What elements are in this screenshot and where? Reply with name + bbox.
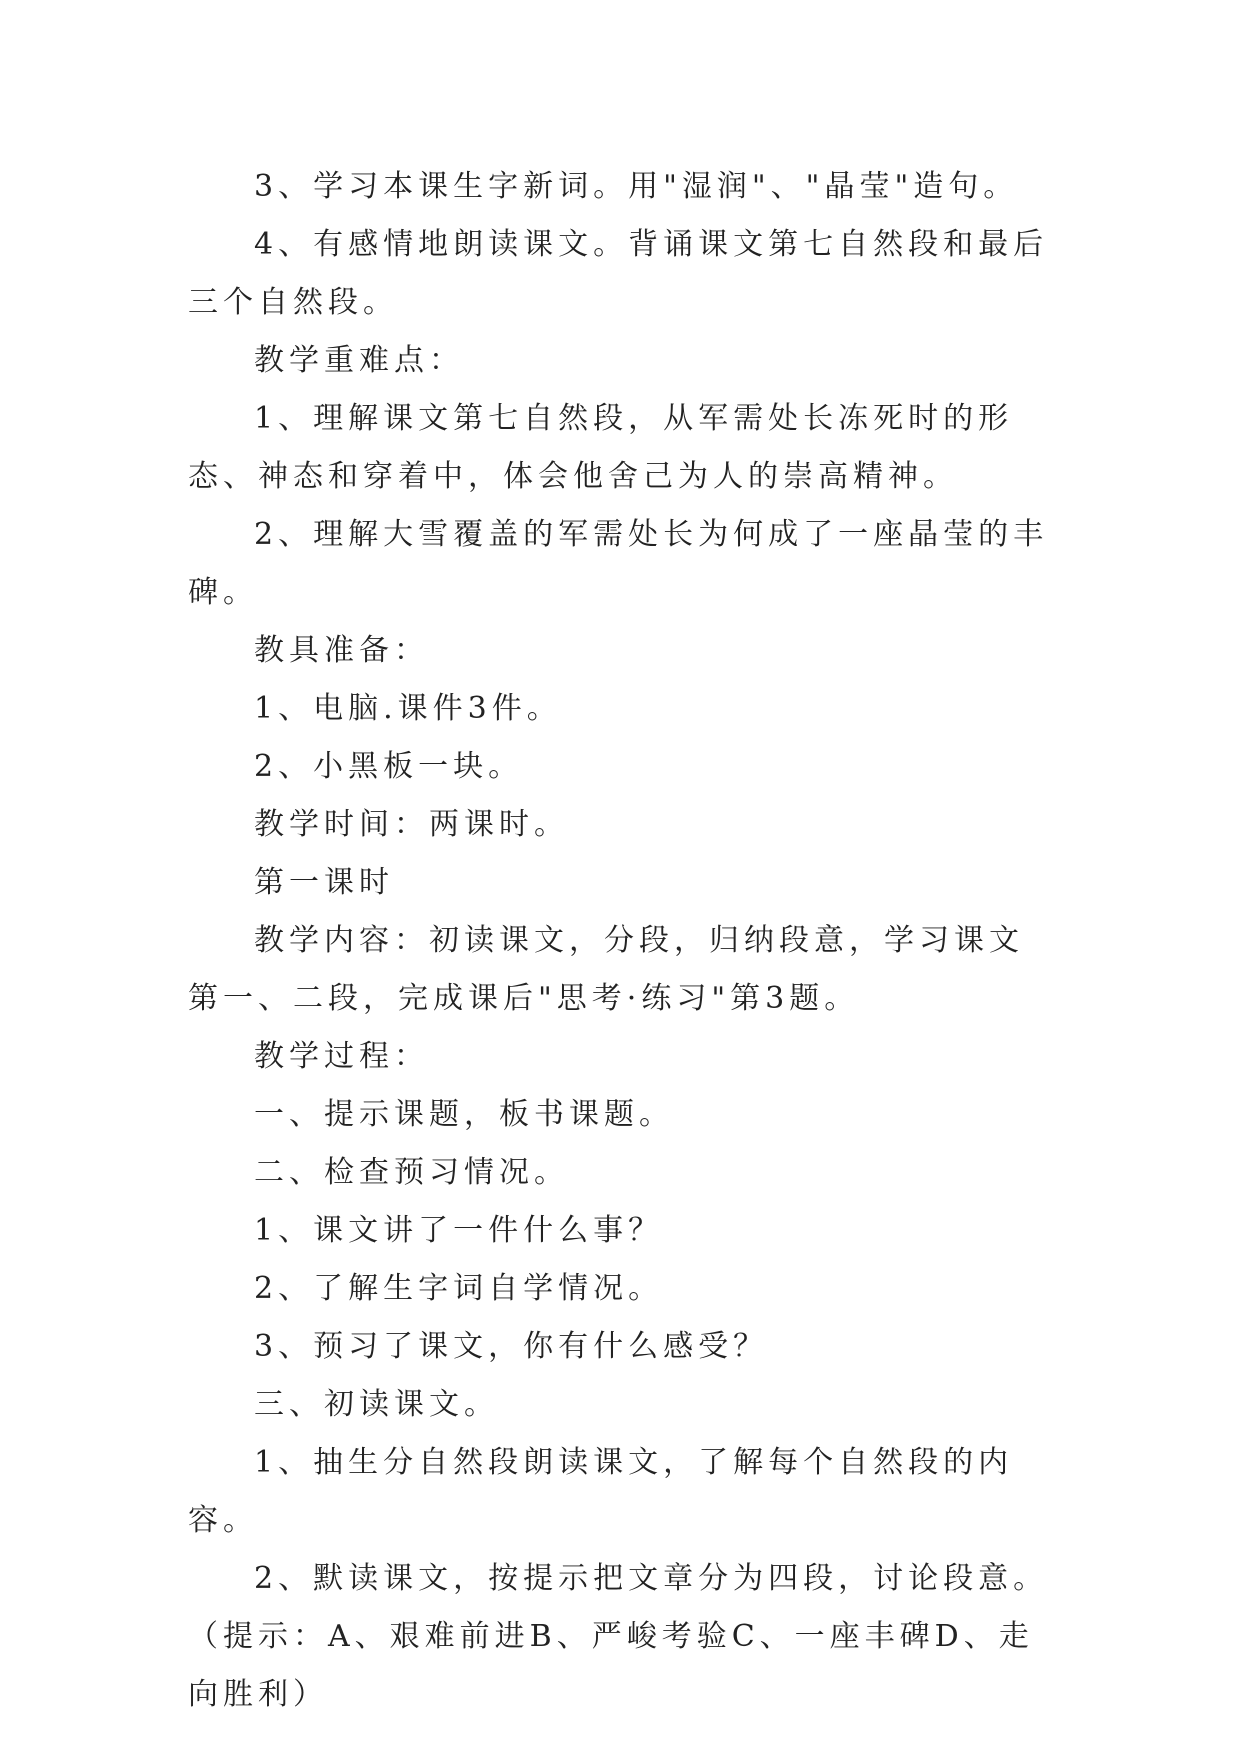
paragraph-step-2-item-2: 2、了解生字词自学情况。: [254, 1271, 664, 1306]
paragraph-teaching-content: 教学内容：初读课文，分段，归纳段意，学习课文第一、二段，完成课后"思考·练习"第3题。: [188, 923, 1024, 1016]
paragraph-aid-1: 1、电脑.课件3件。: [254, 691, 562, 726]
paragraph-step-3: 三、初读课文。: [254, 1387, 499, 1422]
heading-key-points: 教学重难点：: [254, 343, 464, 378]
heading-teaching-process: 教学过程：: [254, 1039, 429, 1074]
document-body: [188, 158, 1058, 1724]
paragraph-step-2: 二、检查预习情况。: [254, 1155, 569, 1190]
paragraph-objective-3: 3、学习本课生字新词。用"湿润"、"晶莹"造句。: [254, 169, 1019, 204]
heading-first-lesson: 第一课时: [254, 865, 394, 900]
paragraph-key-point-1: 1、理解课文第七自然段，从军需处长冻死时的形态、神态和穿着中，体会他舍己为人的崇高精神。: [188, 401, 1014, 494]
paragraph-teaching-time: 教学时间：两课时。: [254, 807, 569, 842]
paragraph-step-2-item-1: 1、课文讲了一件什么事？: [254, 1213, 664, 1248]
paragraph-step-1: 一、提示课题，板书课题。: [254, 1097, 674, 1132]
paragraph-key-point-2: 2、理解大雪覆盖的军需处长为何成了一座晶莹的丰碑。: [188, 517, 1049, 610]
heading-teaching-aids: 教具准备：: [254, 633, 429, 668]
paragraph-objective-4: 4、有感情地朗读课文。背诵课文第七自然段和最后三个自然段。: [188, 227, 1049, 320]
paragraph-step-3-item-1: 1、抽生分自然段朗读课文，了解每个自然段的内容。: [188, 1445, 1014, 1538]
paragraph-step-2-item-3: 3、预习了课文，你有什么感受？: [254, 1329, 769, 1364]
paragraph-aid-2: 2、小黑板一块。: [254, 749, 524, 784]
paragraph-step-3-item-2: 2、默读课文，按提示把文章分为四段，讨论段意。（提示：A、艰难前进B、严峻考验C、一座丰碑D、走向胜利）: [188, 1561, 1049, 1712]
